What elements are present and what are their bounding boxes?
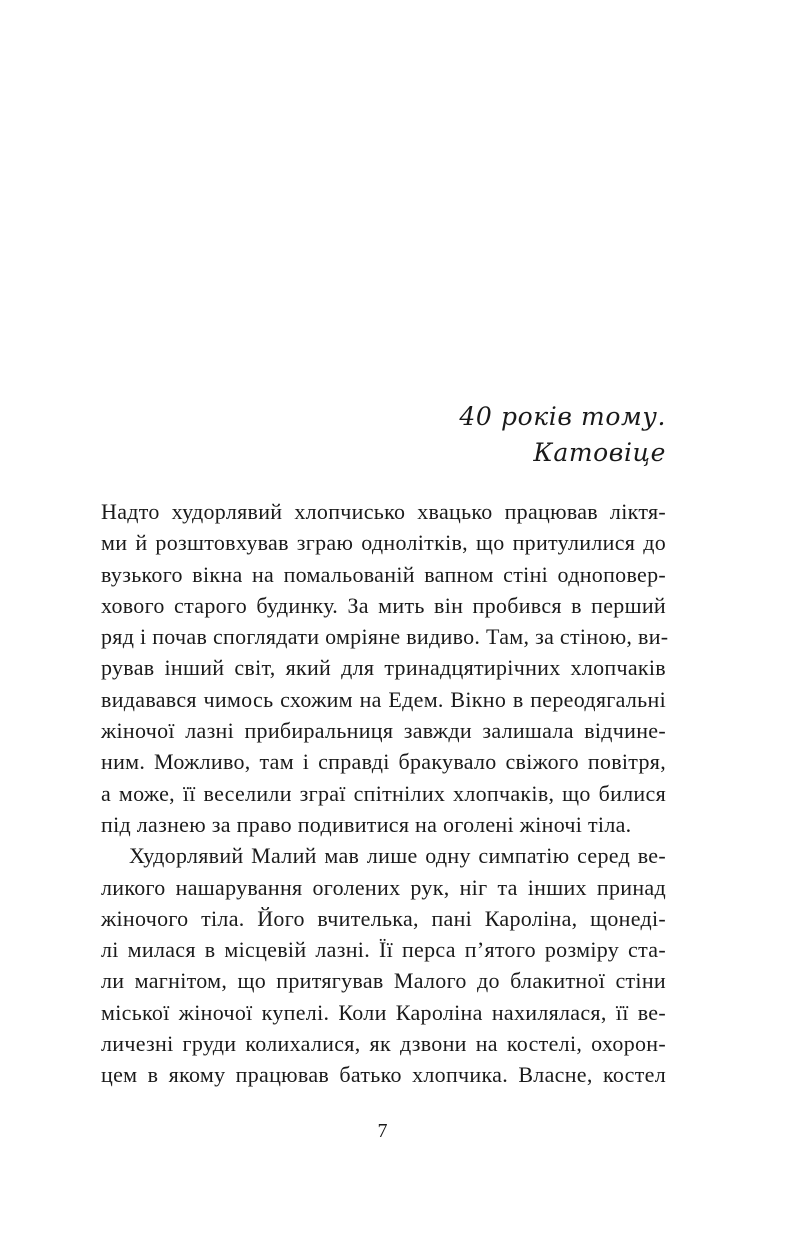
text-line: Надто худорлявий хлопчисько хвацько працював ліктя- — [101, 499, 666, 524]
text-line: ликого нашарування оголених рук, ніг та інших принад — [101, 874, 666, 900]
chapter-heading-place: Катовіце — [533, 438, 666, 467]
text-line: жіночої лазні прибиральниця завжди залишала відчине- — [101, 718, 666, 744]
text-line: ли магнітом, що притягував Малого до блакитної стіни — [101, 968, 666, 994]
text-line: а може, її веселили зграї спітнілих хлопчаків, що билися — [101, 780, 666, 806]
chapter-heading-time: 40 років тому. — [459, 402, 666, 431]
chapter-heading — [459, 399, 666, 471]
text-line: хового старого будинку. За мить він пробився в перший — [101, 592, 666, 618]
text-line: личезні груди колихалися, як дзвони на костелі, охорон- — [101, 1031, 666, 1057]
text-line: вузького вікна на помальованій вапном стіні одноповер- — [101, 561, 666, 587]
text-line: цем в якому працював батько хлопчика. Власне, костел — [101, 1062, 666, 1088]
text-line: міської жіночої купелі. Коли Кароліна нахилялася, її ве- — [101, 999, 666, 1025]
text-line: під лазнею за право подивитися на оголені жіночі тіла. — [101, 811, 632, 837]
text-line: ми й розштовхував зграю однолітків, що притулилися до — [101, 530, 666, 556]
paragraph — [101, 496, 669, 840]
text-line: ним. Можливо, там і справді бракувало свіжого повітря, — [101, 749, 666, 775]
text-line: рував інший світ, який для тринадцятирічних хлопчаків — [101, 655, 666, 681]
page-number: 7 — [377, 1120, 388, 1142]
text-line: Худорлявий Малий мав лише одну симпатію серед ве- — [129, 843, 666, 869]
paragraph — [101, 840, 666, 1090]
text-line: ряд і почав споглядати омріяне видиво. Там, за стіною, ви- — [101, 624, 669, 650]
text-line: видавався чимось схожим на Едем. Вікно в переодягальні — [101, 686, 666, 712]
text-line: жіночого тіла. Його вчителька, пані Кароліна, щонеді- — [101, 905, 666, 931]
body-text — [101, 496, 669, 1091]
text-line: лі милася в місцевій лазні. Її перса п’ятого розміру ста- — [101, 937, 666, 963]
